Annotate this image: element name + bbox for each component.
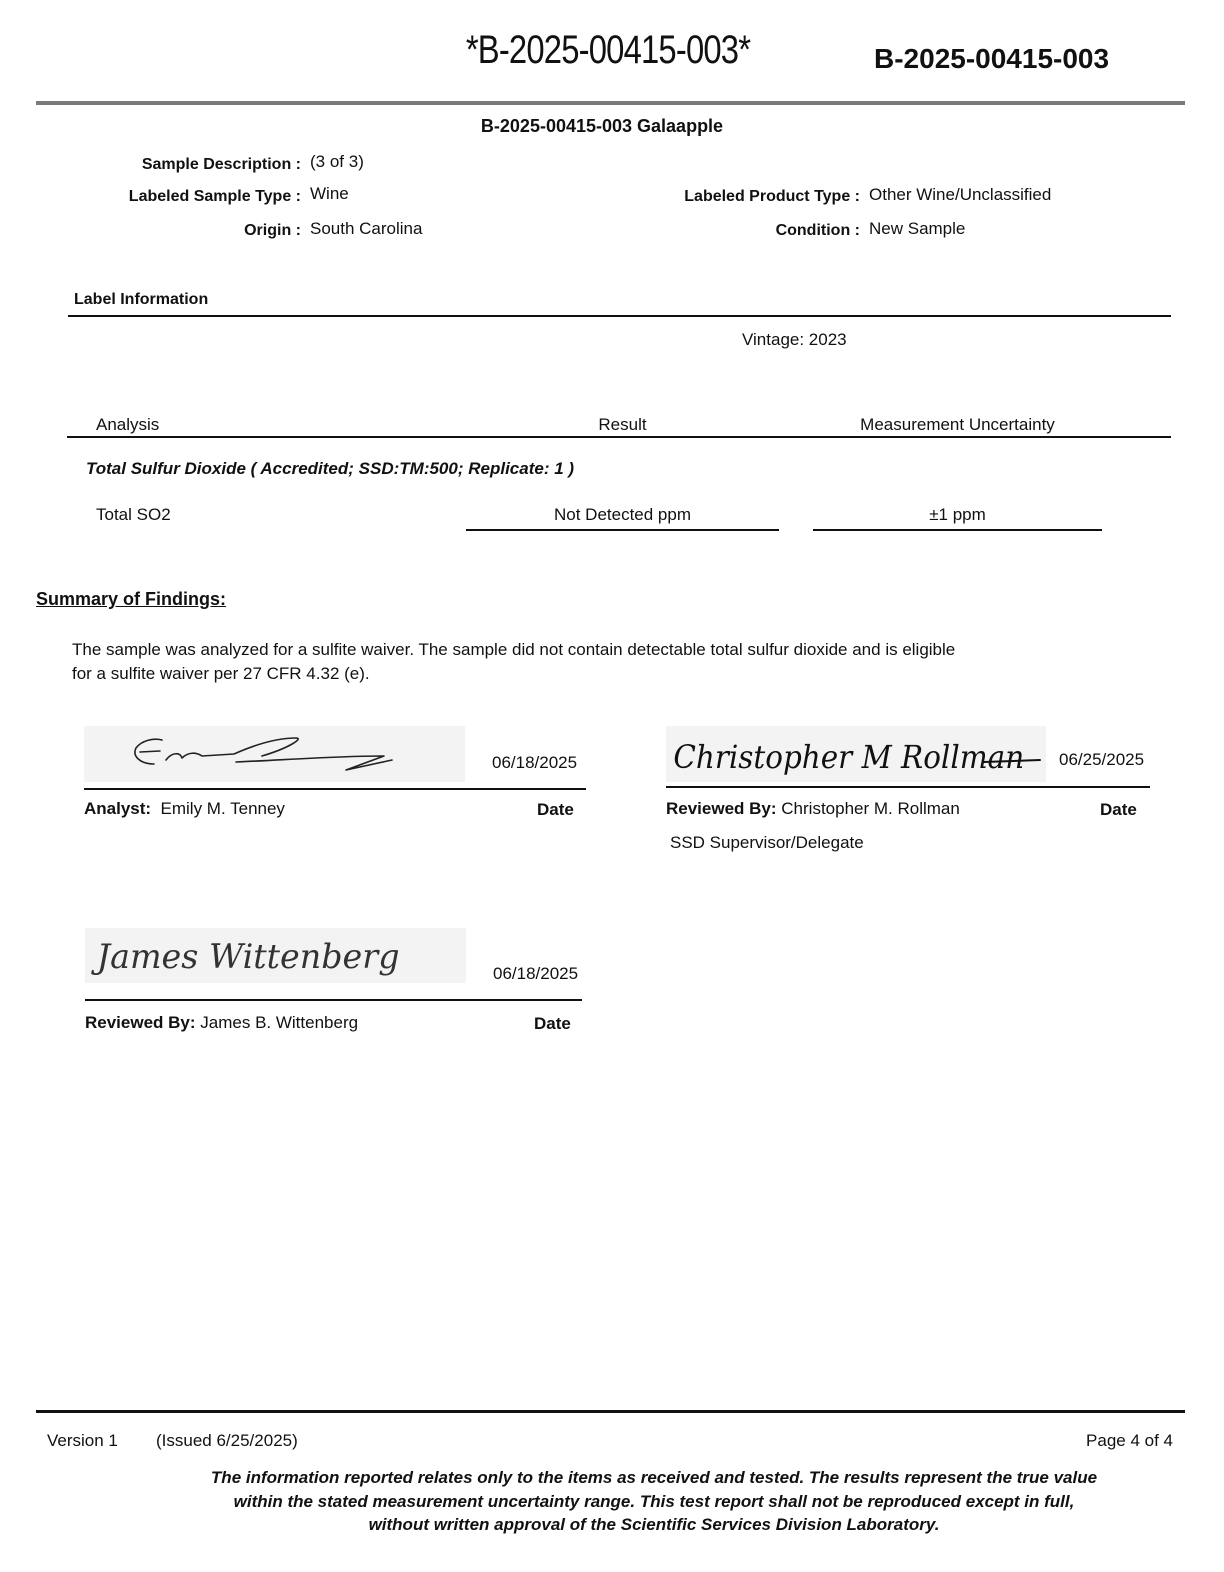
condition-label: Condition : [775, 222, 860, 239]
reviewer1-signature-script: Christopher M Rollman [673, 738, 1025, 777]
analyst-date: 06/18/2025 [492, 753, 578, 772]
column-header-analysis: Analysis [96, 415, 160, 434]
result-analysis: Total SO2 [96, 505, 171, 524]
vintage-text: Vintage: 2023 [742, 330, 847, 349]
reviewer1-signature [666, 726, 1046, 782]
analyst-role-label: Analyst: [84, 799, 152, 818]
reviewer2-signature-script: James Wittenberg [96, 936, 400, 977]
origin-value: South Carolina [310, 219, 423, 238]
result-value: Not Detected ppm [553, 505, 691, 524]
test-method: Total Sulfur Dioxide ( Accredited; SSD:TM:500; Replicate: 1 ) [86, 459, 575, 478]
reviewer2-role-label: Reviewed By: [85, 1013, 196, 1032]
table-header-divider [67, 436, 1171, 438]
barcode-text: *B-2025-00415-003* [465, 28, 751, 72]
reviewer1-caption [666, 799, 960, 819]
analyst-date-label: Date [537, 800, 574, 819]
reviewer2-signature-drawing [85, 928, 466, 983]
sample-type-label: Labeled Sample Type : [128, 188, 301, 205]
disclaimer-line-3: without written approval of the Scientific Services Division Laboratory. [368, 1515, 940, 1534]
reviewer1-signature-line [666, 786, 1150, 788]
footer-disclaimer [150, 1466, 1158, 1537]
reviewer1-title: SSD Supervisor/Delegate [670, 833, 864, 852]
header-divider [36, 101, 1185, 105]
uncertainty-underline [813, 529, 1102, 531]
analyst-caption [84, 799, 285, 819]
origin-label: Origin : [244, 222, 301, 239]
product-type-label: Labeled Product Type : [684, 188, 860, 205]
label-information-divider [68, 315, 1171, 317]
reviewer2-caption [85, 1013, 358, 1033]
summary-body: The sample was analyzed for a sulfite waiver. The sample did not contain detectable total sulfur dioxide and is eligible for a sulfite waiver per 27 CFR 4.32 (e). [72, 640, 956, 683]
analyst-name: Emily M. Tenney [160, 799, 285, 818]
analyst-signature-line [84, 788, 586, 790]
condition-value: New Sample [869, 219, 966, 238]
issued-text: (Issued 6/25/2025) [156, 1431, 298, 1450]
reviewer2-signature [85, 928, 466, 983]
result-underline [466, 529, 779, 531]
disclaimer-line-2: within the stated measurement uncertainty range. This test report shall not be reproduced except in full, [233, 1491, 1075, 1511]
reviewer1-signature-drawing [666, 726, 1046, 782]
reviewer1-date-label: Date [1100, 800, 1137, 819]
reviewer2-date-label: Date [534, 1014, 571, 1033]
sample-description-label: Sample Description : [141, 156, 301, 173]
reviewer1-date: 06/25/2025 [1059, 750, 1145, 769]
sample-description-value: (3 of 3) [310, 152, 364, 171]
version-text: Version 1 [47, 1431, 118, 1450]
report-id: B-2025-00415-003 [874, 43, 1110, 74]
uncertainty-value: ±1 ppm [929, 505, 986, 524]
sample-title: B-2025-00415-003 Galaapple [480, 116, 724, 136]
sample-type-value: Wine [310, 184, 349, 203]
footer-divider [36, 1410, 1185, 1413]
reviewer2-date: 06/18/2025 [493, 964, 579, 983]
disclaimer-line-1: The information reported relates only to the items as received and tested. The results represent the true value [210, 1468, 1098, 1487]
page-number: Page 4 of 4 [1086, 1431, 1173, 1450]
reviewer1-role-label: Reviewed By: [666, 799, 777, 818]
column-header-result: Result [598, 415, 647, 434]
reviewer2-name: James B. Wittenberg [200, 1013, 359, 1032]
summary-heading: Summary of Findings: [36, 589, 227, 609]
column-header-uncertainty: Measurement Uncertainty [860, 415, 1055, 434]
reviewer2-signature-line [85, 999, 582, 1001]
analyst-signature-drawing [84, 726, 465, 782]
label-information-heading: Label Information [74, 291, 209, 308]
analyst-signature [84, 726, 465, 782]
reviewer1-name: Christopher M. Rollman [781, 799, 960, 818]
product-type-value: Other Wine/Unclassified [869, 185, 1052, 204]
